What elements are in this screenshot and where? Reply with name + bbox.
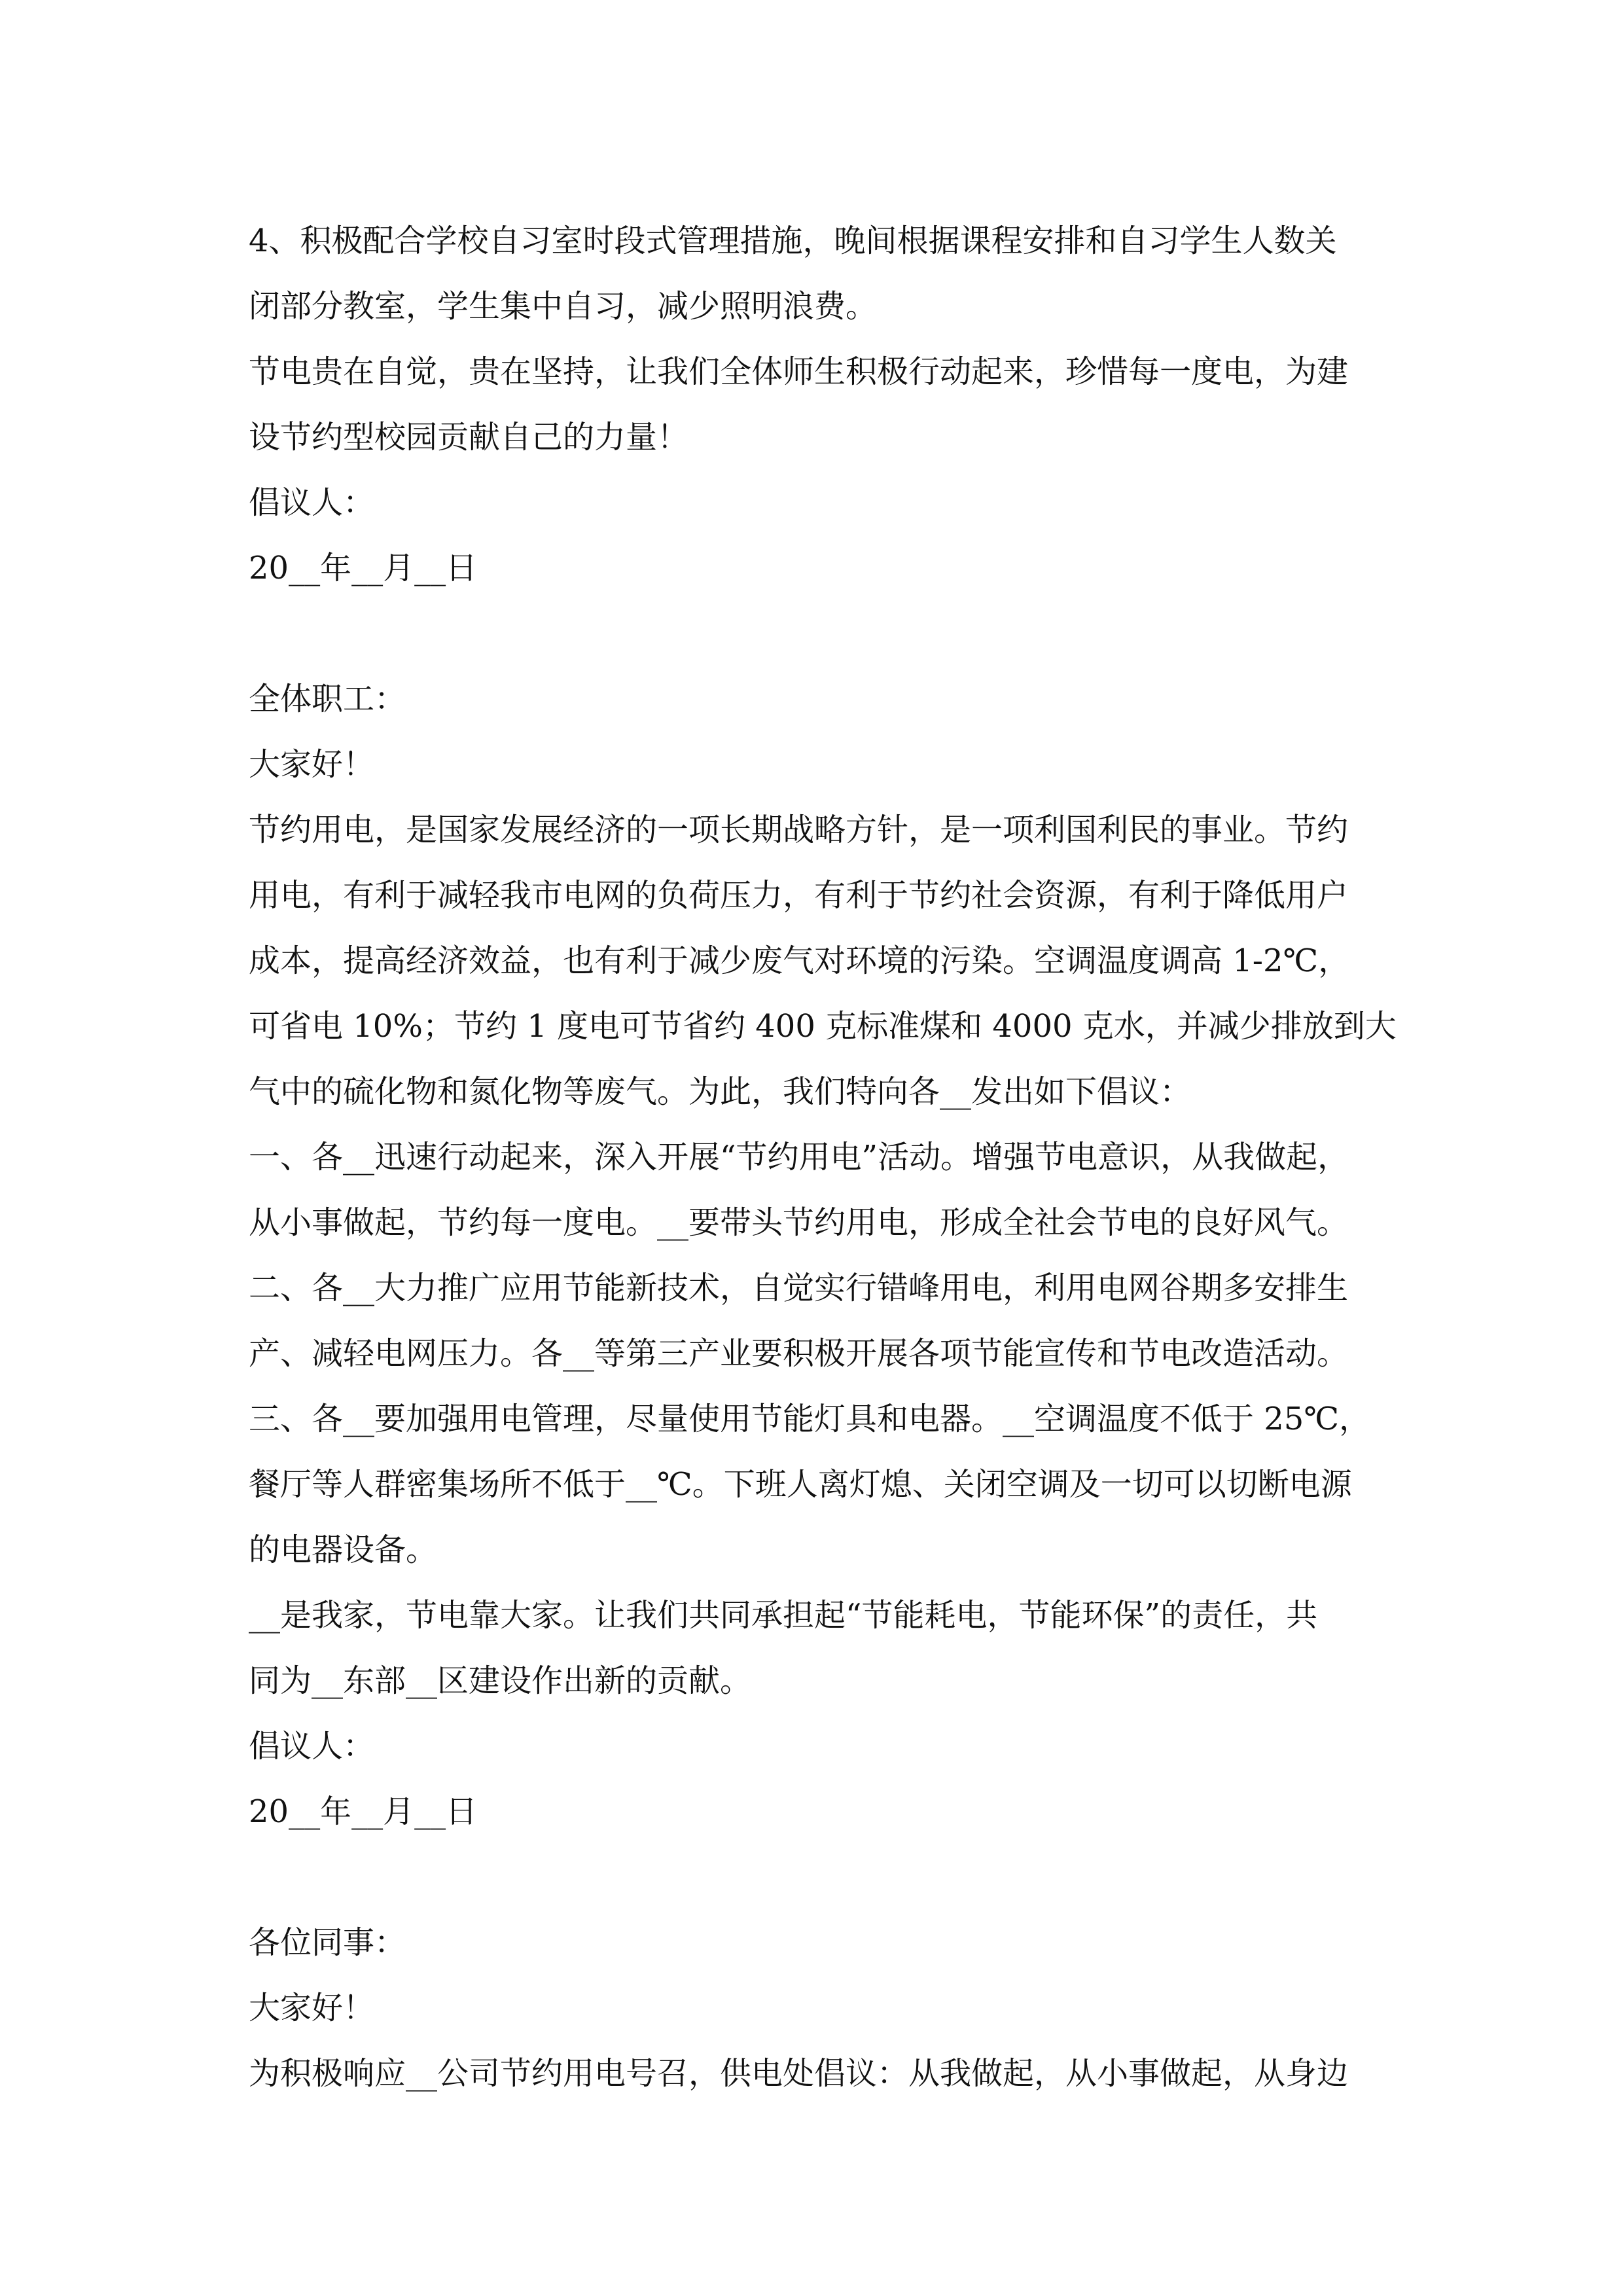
paragraph-line: 用电，有利于减轻我市电网的负荷压力，有利于节约社会资源，有利于降低用户 xyxy=(249,877,1349,914)
greeting: 大家好！ xyxy=(249,1990,375,2026)
paragraph-line: 可省电 10%；节约 1 度电可节省约 400 克标准煤和 4000 克水，并减少排放到大 xyxy=(249,1008,1397,1045)
letter-1-continuation xyxy=(249,208,1400,601)
paragraph-line: 节电贵在自觉，贵在坚持，让我们全体师生积极行动起来，珍惜每一度电，为建 xyxy=(249,353,1349,390)
letter-2 xyxy=(249,666,1400,1844)
paragraph-line: __是我家，节电靠大家。让我们共同承担起“节能耗电，节能环保”的责任，共 xyxy=(249,1597,1318,1634)
salutation: 各位同事： xyxy=(249,1924,406,1961)
document-body xyxy=(249,208,1400,2106)
paragraph-line: 二、各__大力推广应用节能新技术，自觉实行错峰用电，利用电网谷期多安排生 xyxy=(249,1270,1349,1306)
signature-label: 倡议人： xyxy=(249,484,375,521)
paragraph-line: 三、各__要加强用电管理，尽量使用节能灯具和电器。__空调温度不低于 25℃， xyxy=(249,1401,1371,1437)
paragraph-line: 产、减轻电网压力。各__等第三产业要积极开展各项节能宣传和节电改造活动。 xyxy=(249,1335,1349,1372)
paragraph-line: 餐厅等人群密集场所不低于__℃。下班人离灯熄、关闭空调及一切可以切断电源 xyxy=(249,1466,1352,1503)
paragraph-line: 成本，提高经济效益，也有利于减少废气对环境的污染。空调温度调高 1-2℃， xyxy=(249,942,1350,979)
date-line: 20__年__月__日 xyxy=(249,550,478,586)
paragraph-line: 同为__东部__区建设作出新的贡献。 xyxy=(249,1662,752,1699)
paragraph-line: 节约用电，是国家发展经济的一项长期战略方针，是一项利国利民的事业。节约 xyxy=(249,812,1349,848)
letter-3 xyxy=(249,1910,1400,2106)
signature-label: 倡议人： xyxy=(249,1728,375,1765)
paragraph-line: 4、积极配合学校自习室时段式管理措施，晚间根据课程安排和自习学生人数关 xyxy=(249,223,1337,259)
paragraph-line: 从小事做起，节约每一度电。__要带头节约用电，形成全社会节电的良好风气。 xyxy=(249,1204,1349,1241)
salutation: 全体职工： xyxy=(249,681,406,717)
section-gap xyxy=(249,601,1400,666)
date-line: 20__年__月__日 xyxy=(249,1793,478,1830)
paragraph-line: 闭部分教室，学生集中自习，减少照明浪费。 xyxy=(249,288,878,325)
greeting: 大家好！ xyxy=(249,746,375,783)
paragraph-line: 的电器设备。 xyxy=(249,1532,438,1568)
paragraph-line: 一、各__迅速行动起来，深入开展“节约用电”活动。增强节电意识，从我做起， xyxy=(249,1139,1349,1175)
paragraph-line: 为积极响应__公司节约用电号召，供电处倡议：从我做起，从小事做起，从身边 xyxy=(249,2055,1349,2092)
paragraph-line: 设节约型校园贡献自己的力量！ xyxy=(249,419,689,456)
paragraph-line: 气中的硫化物和氮化物等废气。为此，我们特向各__发出如下倡议： xyxy=(249,1073,1192,1110)
section-gap xyxy=(249,1844,1400,1910)
